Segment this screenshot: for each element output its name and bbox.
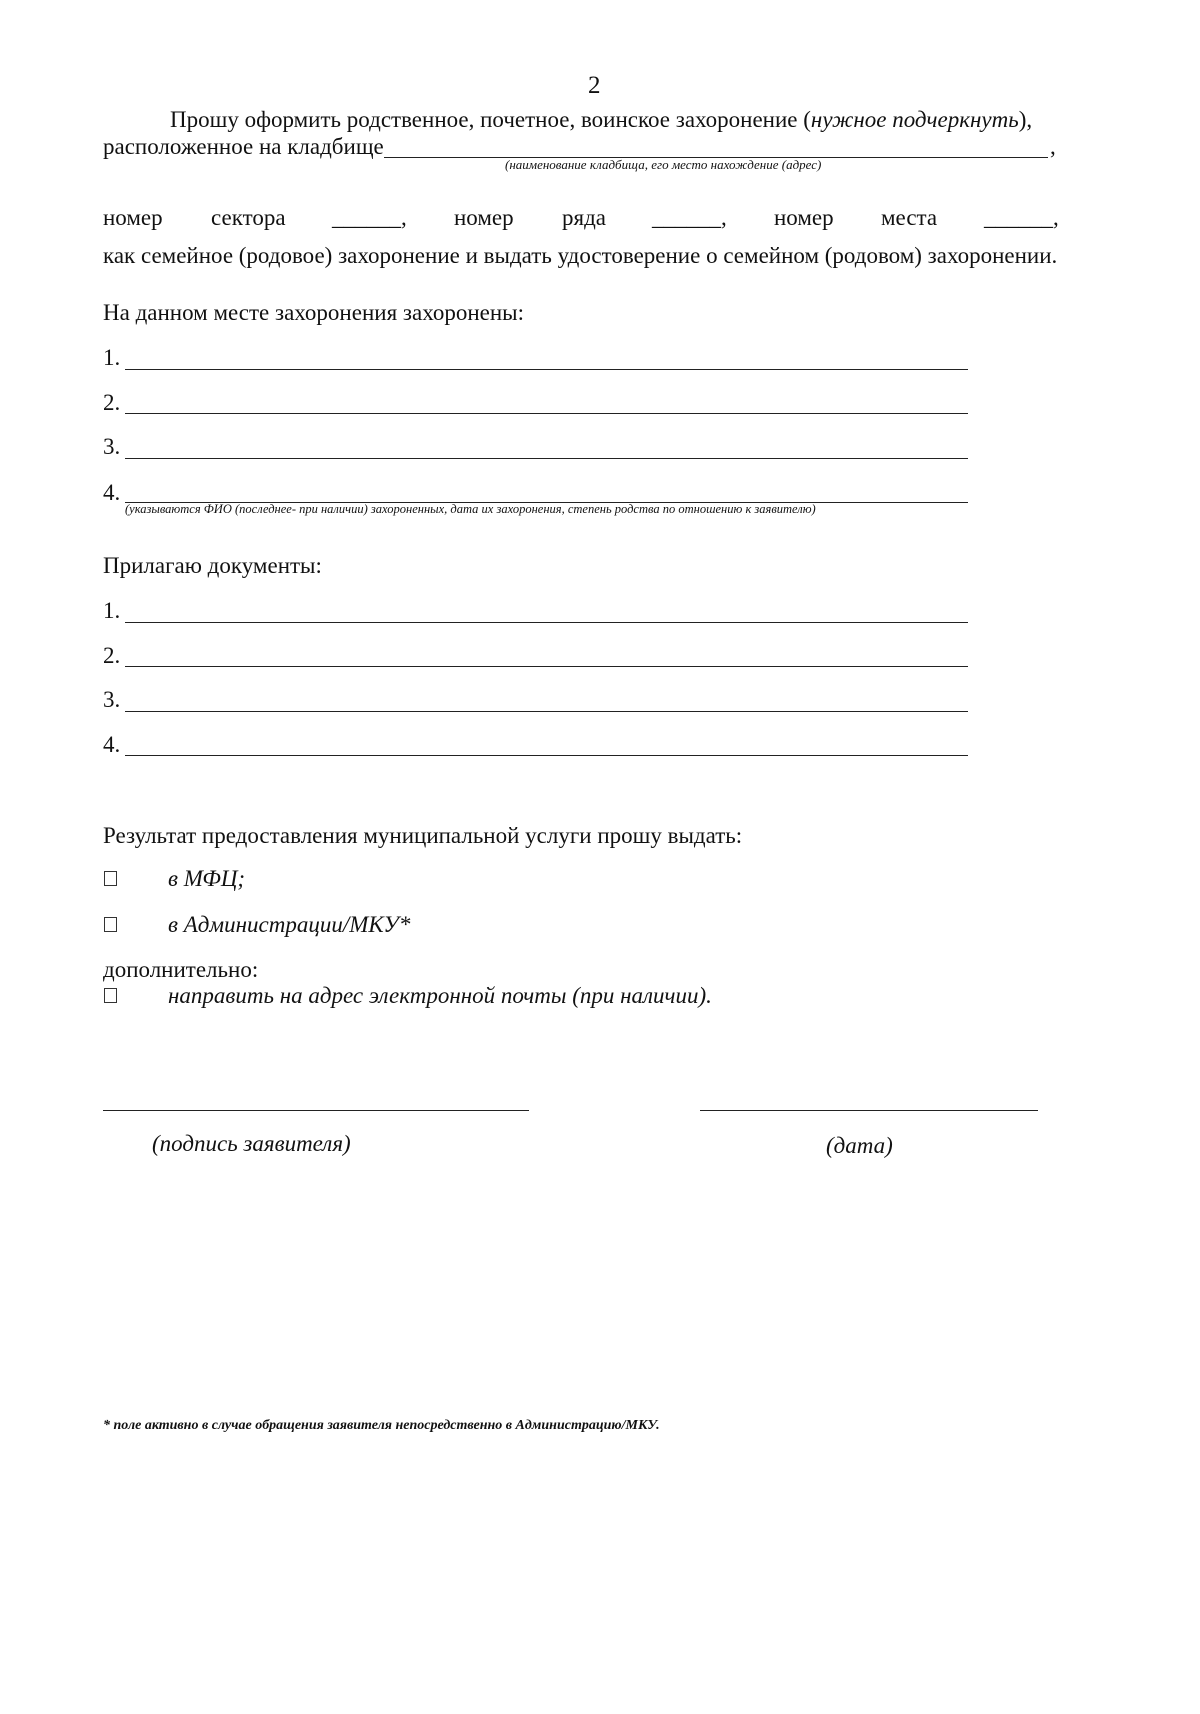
mfc-checkbox[interactable] bbox=[104, 871, 117, 886]
buried-field-2[interactable] bbox=[125, 413, 968, 414]
documents-heading: Прилагаю документы: bbox=[103, 553, 322, 578]
buried-field-3[interactable] bbox=[125, 458, 968, 459]
buried-field-1[interactable] bbox=[125, 369, 968, 370]
result-heading: Результат предоставления муниципальной услуги прошу выдать: bbox=[103, 823, 743, 848]
page-number: 2 bbox=[588, 72, 601, 99]
row-number-label: номер bbox=[454, 205, 514, 230]
date-field[interactable] bbox=[700, 1110, 1038, 1111]
document-number-1: 1. bbox=[103, 598, 121, 623]
buried-number-1: 1. bbox=[103, 345, 121, 370]
document-field-2[interactable] bbox=[125, 666, 968, 667]
request-text-end: ), bbox=[1018, 107, 1033, 132]
row-label: ряда bbox=[562, 205, 606, 230]
document-field-1[interactable] bbox=[125, 622, 968, 623]
email-option-label: направить на адрес электронной почты (при наличии). bbox=[168, 983, 712, 1008]
email-checkbox[interactable] bbox=[104, 988, 117, 1003]
sector-label: сектора bbox=[211, 205, 286, 230]
buried-heading: На данном месте захоронения захоронены: bbox=[103, 300, 524, 325]
buried-number-3: 3. bbox=[103, 434, 121, 459]
underline-hint: нужное подчеркнуть bbox=[810, 107, 1019, 132]
document-field-4[interactable] bbox=[125, 755, 968, 756]
sector-number-label: номер bbox=[103, 205, 163, 230]
document-number-4: 4. bbox=[103, 732, 121, 757]
signature-field[interactable] bbox=[103, 1110, 529, 1111]
request-text: Прошу оформить родственное, почетное, воинское захоронение ( bbox=[170, 107, 811, 132]
place-field[interactable]: ______, bbox=[984, 205, 1059, 230]
buried-caption: (указываются ФИО (последнее- при наличии) захороненных, дата их захоронения, степень родства по отношению к заявителю) bbox=[125, 502, 816, 516]
buried-number-2: 2. bbox=[103, 390, 121, 415]
mfc-option-label: в МФЦ; bbox=[168, 866, 246, 891]
cemetery-label: расположенное на кладбище bbox=[103, 134, 384, 159]
footnote: * поле активно в случае обращения заявителя непосредственно в Администрацию/МКУ. bbox=[103, 1418, 660, 1433]
date-caption: (дата) bbox=[826, 1133, 893, 1158]
document-field-3[interactable] bbox=[125, 711, 968, 712]
place-label: места bbox=[881, 205, 938, 230]
cemetery-caption: (наименование кладбища, его место нахождение (адрес) bbox=[505, 157, 822, 172]
family-burial-text: как семейное (родовое) захоронение и выдать удостоверение о семейном (родовом) захоронении. bbox=[103, 243, 1058, 268]
row-field[interactable]: ______, bbox=[652, 205, 727, 230]
admin-option-label: в Администрации/МКУ* bbox=[168, 912, 411, 937]
place-number-label: номер bbox=[774, 205, 834, 230]
request-line-1 bbox=[170, 107, 1032, 133]
signature-caption: (подпись заявителя) bbox=[152, 1131, 351, 1156]
additional-label: дополнительно: bbox=[103, 957, 259, 982]
sector-field[interactable]: ______, bbox=[332, 205, 407, 230]
buried-number-4: 4. bbox=[103, 480, 121, 505]
document-number-2: 2. bbox=[103, 643, 121, 668]
document-number-3: 3. bbox=[103, 687, 121, 712]
cemetery-comma: , bbox=[1050, 134, 1056, 159]
admin-checkbox[interactable] bbox=[104, 917, 117, 932]
